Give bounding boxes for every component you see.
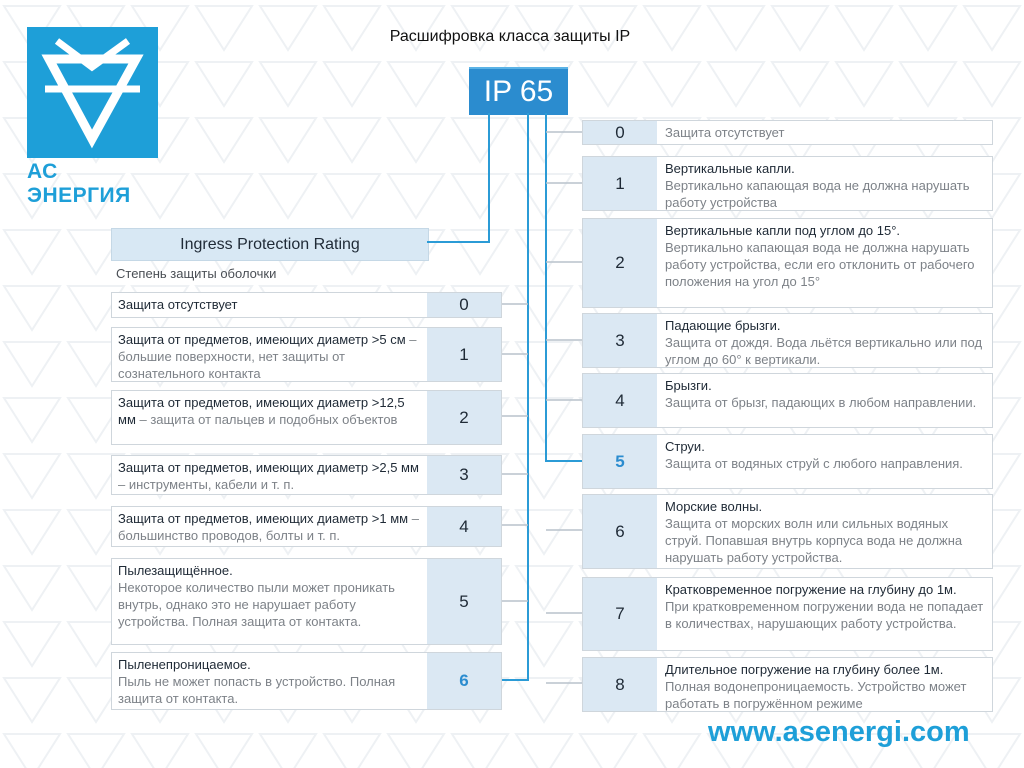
solid-row-0: [111, 292, 502, 318]
liquid-row-7: [582, 577, 993, 651]
liquid-row-desc: Защита от водяных струй с любого направления.: [665, 456, 963, 471]
website-link[interactable]: www.asenergi.com: [708, 716, 970, 748]
solid-row-digit: 5: [427, 559, 501, 644]
liquid-row-desc: Защита от морских волн или сильных водяных струй. Попавшая внутрь корпуса вода не должна нарушать работу устройства.: [665, 516, 963, 565]
liquid-row-digit-selected: 5: [583, 435, 657, 488]
logo-text: АС ЭНЕРГИЯ: [27, 160, 131, 207]
liquid-row-5: [582, 434, 993, 489]
liquid-row-title: Струи.: [665, 439, 705, 454]
liquid-row-digit: 4: [583, 374, 657, 427]
liquid-row-digit: 0: [583, 121, 657, 144]
solid-row-5: [111, 558, 502, 645]
liquid-row-4: [582, 373, 993, 428]
solid-row-desc: – защита от пальцев и подобных объектов: [139, 412, 398, 427]
ingress-protection-rating-label: Ingress Protection Rating: [111, 228, 429, 261]
page-title: Расшифровка класса защиты IP: [389, 28, 631, 45]
solid-row-title: Защита отсутствует: [118, 297, 238, 312]
liquid-row-digit: 1: [583, 157, 657, 210]
solid-row-title: Защита от предметов, имеющих диаметр >1 мм: [118, 511, 409, 526]
liquid-row-0: [582, 120, 993, 145]
liquid-row-digit: 2: [583, 219, 657, 307]
liquid-row-desc: Вертикально капающая вода не должна нарушать работу устройства, если его отклонить от рабочего положения на угол до 15°: [665, 240, 975, 289]
liquid-row-desc: Вертикально капающая вода не должна нарушать работу устройства: [665, 178, 970, 210]
solid-row-digit: 2: [427, 391, 501, 444]
liquid-row-digit: 7: [583, 578, 657, 650]
solid-row-6: [111, 652, 502, 710]
ip-code-box: IP 65: [469, 67, 568, 115]
liquid-row-title: Падающие брызги.: [665, 318, 781, 333]
liquid-row-2: [582, 218, 993, 308]
liquid-row-title: Вертикальные капли под углом до 15°.: [665, 223, 901, 238]
solid-row-digit: 0: [427, 293, 501, 317]
liquid-row-8: [582, 657, 993, 712]
solid-row-desc: – большинство проводов, болты и т. п.: [118, 511, 419, 543]
as-energy-logo-icon: [27, 27, 158, 158]
liquid-row-digit: 8: [583, 658, 657, 711]
solid-row-desc: – инструменты, кабели и т. п.: [118, 477, 295, 492]
solid-row-digit: 4: [427, 507, 501, 546]
solid-row-title: Пыленепроницаемое.: [118, 657, 251, 672]
rating-subtitle: Степень защиты оболочки: [116, 266, 277, 281]
solid-row-2: [111, 390, 502, 445]
liquid-row-title: Морские волны.: [665, 499, 763, 514]
solid-row-digit: 3: [427, 456, 501, 494]
solid-row-title: Защита от предметов, имеющих диаметр >12,5 мм: [118, 395, 405, 427]
liquid-row-desc: Полная водонепроницаемость. Устройство может работать в погружённом режиме: [665, 679, 967, 711]
solid-row-title: Защита от предметов, имеющих диаметр >5 см: [118, 332, 406, 347]
solid-row-digit: 1: [427, 328, 501, 381]
liquid-row-title: Вертикальные капли.: [665, 161, 795, 176]
liquid-row-digit: 6: [583, 495, 657, 568]
liquid-row-1: [582, 156, 993, 211]
liquid-row-title: Брызги.: [665, 378, 712, 393]
solid-row-desc: Некоторое количество пыли может проникать внутрь, однако это не нарушает работу устройства. Полная защита от контакта.: [118, 580, 395, 629]
liquid-row-title: Кратковременное погружение на глубину до 1м.: [665, 582, 957, 597]
liquid-row-6: [582, 494, 993, 569]
liquid-row-3: [582, 313, 993, 368]
solid-row-title: Защита от предметов, имеющих диаметр >2,5 мм: [118, 460, 419, 475]
liquid-row-title: Защита отсутствует: [665, 125, 785, 140]
solid-row-3: [111, 455, 502, 495]
solid-row-1: [111, 327, 502, 382]
solid-row-4: [111, 506, 502, 547]
solid-row-title: Пылезащищённое.: [118, 563, 233, 578]
liquid-row-desc: При кратковременном погружении вода не попадает в количествах, нарушающих работу устройства.: [665, 599, 984, 631]
liquid-row-desc: Защита от брызг, падающих в любом направлении.: [665, 395, 977, 410]
liquid-row-desc: Защита от дождя. Вода льётся вертикально или под углом до 60° к вертикали.: [665, 335, 983, 367]
liquid-row-digit: 3: [583, 314, 657, 367]
liquid-row-title: Длительное погружение на глубину более 1м.: [665, 662, 944, 677]
solid-row-desc: – большие поверхности, нет защиты от сознательного контакта: [118, 332, 417, 381]
solid-row-desc: Пыль не может попасть в устройство. Полная защита от контакта.: [118, 674, 396, 706]
solid-row-digit-selected: 6: [427, 653, 501, 709]
